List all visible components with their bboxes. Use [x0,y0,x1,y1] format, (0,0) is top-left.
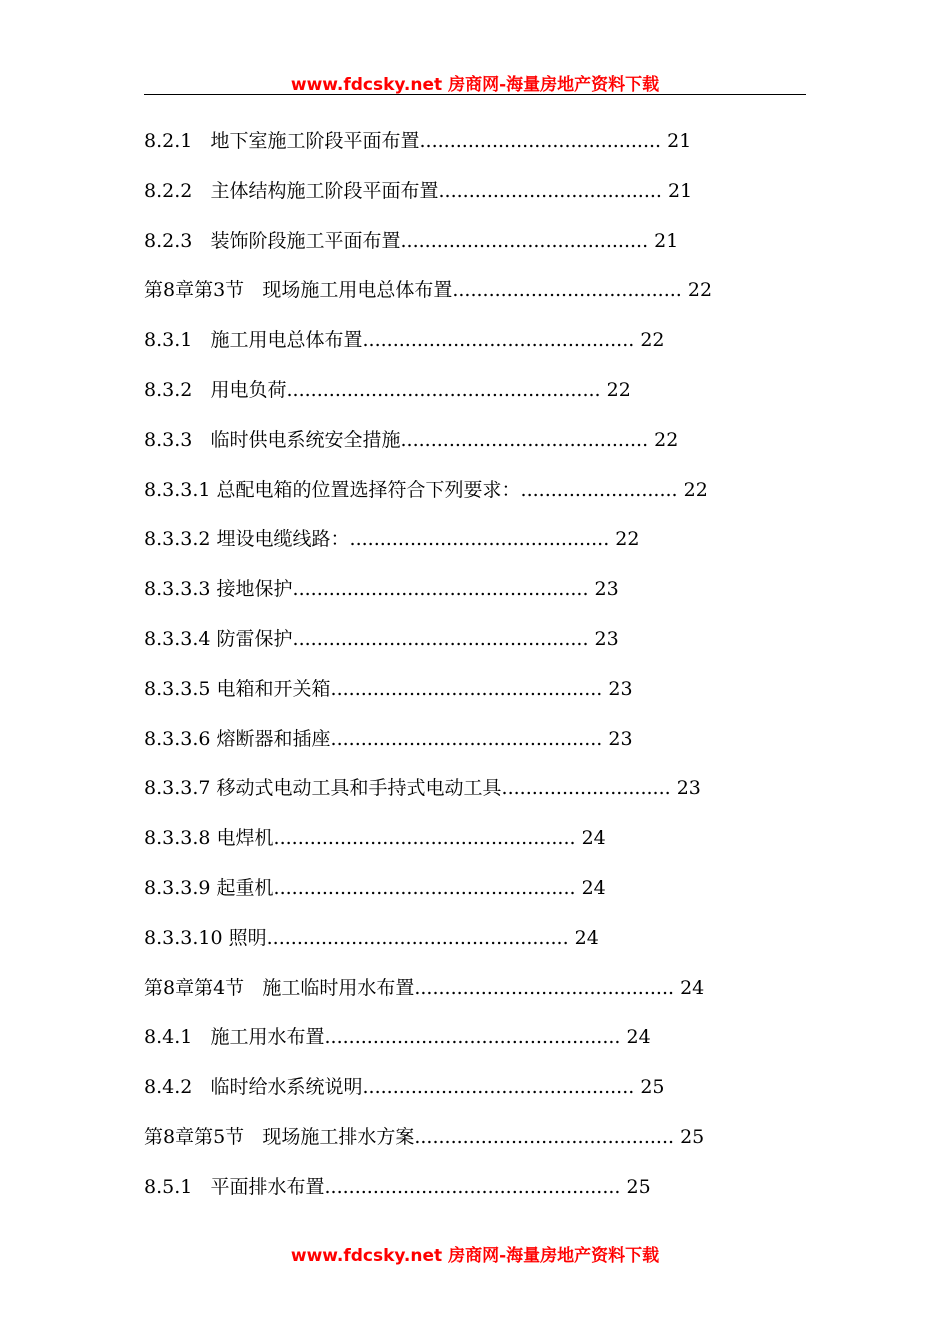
toc-entry[interactable] [144,873,806,923]
toc-entry[interactable] [144,275,806,325]
toc-entry-number: 8.3.3.3 [144,578,211,601]
toc-entry-separator [192,329,210,351]
toc-entry-leader: .................................................. [273,876,576,899]
toc-entry-title: 现场施工用电总体布置 [262,279,453,302]
page-header: www.fdcsky.net 房商网-海量房地产资料下载 [290,75,660,95]
toc-entry-page: 24 [680,976,705,999]
toc-entry-leader: ........................................... [349,528,610,551]
toc-entry-page: 22 [615,528,640,551]
toc-entry[interactable] [144,823,806,873]
toc-entry-leader: ........................................... [414,1125,675,1148]
header-rule [144,94,806,95]
toc-entry[interactable] [144,176,806,226]
toc-entry-number: 8.3.3.7 [144,777,211,800]
toc-entry-leader: ......................................... [400,229,649,252]
toc-entry-title: 电箱和开关箱 [216,677,331,700]
toc-entry-title: 施工用水布置 [210,1026,325,1049]
toc-entry-leader: .................................................. [266,926,569,949]
toc-entry-leader: ........................................ [419,130,662,152]
toc-entry[interactable] [144,425,806,475]
toc-entry-page: 22 [687,279,713,302]
toc-entry[interactable] [144,624,806,674]
toc-entry-leader: ......................................... [400,428,649,451]
toc-entry-title: 总配电箱的位置选择符合下列要求： [216,478,521,501]
toc-entry-number: 8.3.3.4 [144,627,211,650]
toc-entry-title: 平面排水布置 [210,1175,325,1198]
toc-entry-title: 装饰阶段施工平面布置 [210,229,401,252]
page-footer: www.fdcsky.net 房商网-海量房地产资料下载 [290,1246,660,1266]
toc-entry-number: 8.3.3.8 [144,827,211,850]
toc-entry-leader: ................................................. [292,578,589,601]
toc-entry-title: 熔断器和插座 [216,727,331,750]
toc-entry-number: 8.3.3.2 [144,528,211,551]
toc-entry-number: 8.3.3.10 [144,926,223,949]
toc-entry-separator [244,1126,262,1148]
toc-entry-number: 8.3.3.6 [144,727,211,750]
toc-entry-separator [244,279,262,301]
toc-entry-page: 23 [676,777,701,800]
toc-entry-page: 22 [683,478,708,501]
table-of-contents [144,126,806,1222]
toc-entry-leader: ........................................... [414,976,675,999]
toc-entry[interactable] [144,1172,806,1222]
toc-entry[interactable] [144,574,806,624]
toc-entry-title: 现场施工排水方案 [262,1125,415,1148]
toc-entry-page: 23 [608,677,633,700]
toc-entry-page: 25 [640,1076,665,1099]
toc-entry-number: 8.4.1 [144,1026,193,1049]
toc-entry-separator [244,977,262,999]
toc-entry-page: 22 [640,329,665,352]
toc-entry-page: 24 [574,926,599,949]
toc-entry[interactable] [144,1072,806,1122]
toc-entry-number: 8.3.3.5 [144,677,211,700]
toc-entry-number: 8.2.1 [144,130,193,152]
toc-entry-leader: ............................................. [362,1076,635,1099]
toc-entry-leader: ............................................. [362,329,635,352]
toc-entry-number: 8.2.3 [144,229,193,252]
toc-entry-title: 照明 [228,926,267,949]
toc-entry-number: 8.3.1 [144,329,193,352]
toc-entry[interactable] [144,325,806,375]
toc-entry[interactable] [144,524,806,574]
toc-entry-title: 埋设电缆线路： [216,528,350,551]
toc-entry-page: 25 [680,1125,705,1148]
toc-entry-title: 地下室施工阶段平面布置 [210,130,420,152]
toc-entry-page: 22 [654,428,679,451]
toc-entry-separator [192,230,210,252]
toc-entry-title: 施工临时用水布置 [262,976,415,999]
toc-entry-number: 第8章第4节 [144,976,245,999]
toc-entry-leader: ................................................. [324,1175,621,1198]
toc-entry[interactable] [144,1022,806,1072]
toc-entry[interactable] [144,923,806,973]
toc-entry[interactable] [144,375,806,425]
toc-entry-number: 8.5.1 [144,1175,193,1198]
toc-entry[interactable] [144,475,806,525]
toc-entry-separator [192,130,210,152]
toc-entry-page: 25 [626,1175,651,1198]
toc-entry[interactable] [144,1122,806,1172]
toc-entry-page: 23 [608,727,633,750]
toc-entry-separator [192,180,210,202]
toc-entry-title: 主体结构施工阶段平面布置 [210,179,439,202]
toc-entry-separator [192,429,210,451]
toc-entry-separator [192,1026,210,1048]
toc-entry-title: 移动式电动工具和手持式电动工具 [216,777,502,800]
toc-entry-separator [192,1176,210,1198]
toc-entry-title: 防雷保护 [216,627,293,650]
toc-entry-leader: ............................ [501,777,671,800]
toc-entry-page: 23 [594,627,619,650]
toc-entry-page: 22 [606,378,631,401]
toc-entry[interactable] [144,674,806,724]
toc-entry-title: 临时给水系统说明 [210,1076,363,1099]
toc-entry-page: 24 [626,1026,651,1049]
toc-entry[interactable] [144,126,806,176]
toc-entry-page: 24 [581,876,606,899]
toc-entry-title: 电焊机 [216,827,274,850]
toc-entry-title: 临时供电系统安全措施 [210,428,401,451]
toc-entry-title: 接地保护 [216,578,293,601]
toc-entry-title: 用电负荷 [210,378,287,401]
toc-entry-leader: .................................................... [286,378,601,401]
toc-entry-leader: ...................................... [452,279,682,302]
toc-entry[interactable] [144,973,806,1023]
toc-entry-leader: ................................................. [324,1026,621,1049]
toc-entry-number: 8.3.3.1 [144,478,211,501]
toc-entry-page: 23 [594,578,619,601]
toc-entry-title: 施工用电总体布置 [210,329,363,352]
toc-entry-leader: ............................................. [330,727,603,750]
toc-entry-number: 第8章第3节 [144,279,245,302]
toc-entry[interactable] [144,773,806,823]
toc-entry-leader: ................................................. [292,627,589,650]
toc-entry[interactable] [144,226,806,276]
toc-entry-page: 24 [581,827,606,850]
toc-entry-number: 8.3.3 [144,428,193,451]
toc-entry-number: 8.3.2 [144,378,193,401]
toc-entry-separator [192,1076,210,1098]
toc-entry-page: 21 [667,130,692,152]
toc-entry-separator [192,379,210,401]
toc-entry-number: 第8章第5节 [144,1125,245,1148]
toc-entry-leader: .................................................. [273,827,576,850]
toc-entry-number: 8.2.2 [144,179,193,202]
toc-entry-number: 8.4.2 [144,1076,193,1099]
toc-entry-leader: .......................... [520,478,678,501]
toc-entry-page: 21 [654,229,679,252]
toc-entry-leader: ............................................. [330,677,603,700]
toc-entry-page: 21 [668,179,693,202]
toc-entry-number: 8.3.3.9 [144,876,211,899]
toc-entry-leader: ..................................... [438,179,662,202]
toc-entry-title: 起重机 [216,876,274,899]
toc-entry[interactable] [144,724,806,774]
